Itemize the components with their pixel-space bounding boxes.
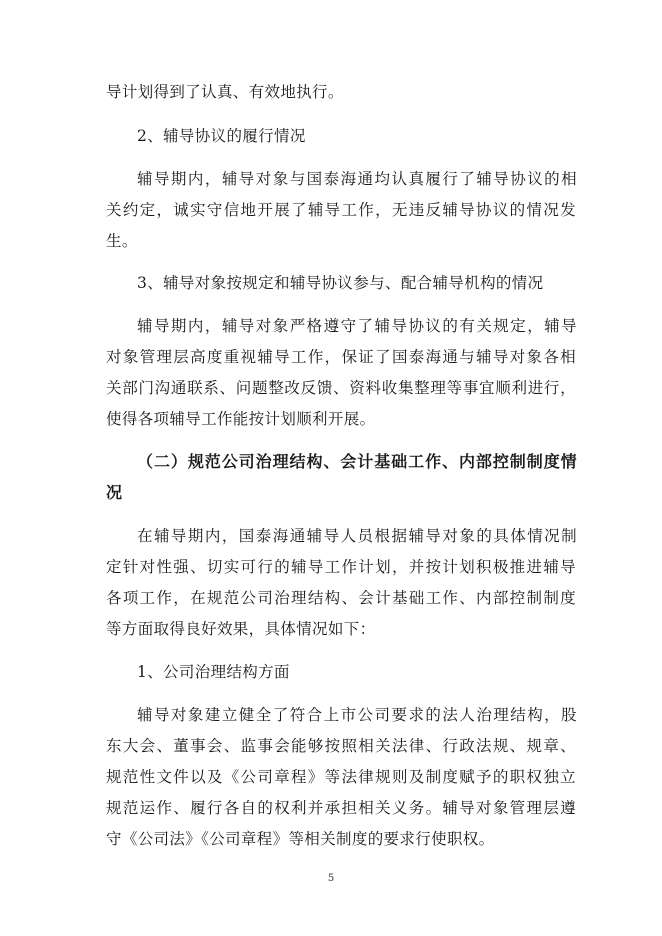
paragraph-line: 关约定，诚实守信地开展了辅导工作，无违反辅导协议的情况发 [106, 201, 576, 219]
paragraph-line: 等方面取得良好效果，具体情况如下： [106, 620, 376, 638]
paragraph-line: 东大会、董事会、监事会能够按照相关法律、行政法规、规章、 [106, 737, 576, 755]
page-number: 5 [327, 873, 335, 884]
paragraph-line: 对象管理层高度重视辅导工作，保证了国泰海通与辅导对象各相 [106, 348, 576, 366]
paragraph-line: 在辅导期内，国泰海通辅导人员根据辅导对象的具体情况制 [137, 527, 577, 545]
paragraph-continuation: 导计划得到了认真、有效地执行。 [106, 83, 344, 101]
section-heading: （二）规范公司治理结构、会计基础工作、内部控制制度情 [137, 452, 577, 471]
paragraph-line: 辅导对象建立健全了符合上市公司要求的法人治理结构，股 [137, 706, 577, 724]
paragraph-line: 定针对性强、切实可行的辅导工作计划，并按计划积极推进辅导 [106, 558, 576, 576]
subsection-heading-3: 3、辅导对象按规定和辅导协议参与、配合辅导机构的情况 [137, 274, 544, 292]
subsection-heading-2: 2、辅导协议的履行情况 [137, 127, 306, 145]
paragraph-line: 规范运作、履行各自的权利并承担相关义务。辅导对象管理层遵 [106, 799, 576, 817]
paragraph-line: 规范性文件以及《公司章程》等法律规则及制度赋予的职权独立 [106, 768, 576, 786]
paragraph-line: 守《公司法》《公司章程》等相关制度的要求行使职权。 [106, 830, 495, 848]
section-heading: 况 [106, 483, 123, 502]
paragraph-line: 使得各项辅导工作能按计划顺利开展。 [106, 410, 376, 428]
subsection-heading-1: 1、公司治理结构方面 [137, 663, 290, 681]
paragraph-line: 辅导期内，辅导对象严格遵守了辅导协议的有关规定，辅导 [137, 317, 577, 335]
paragraph-line: 关部门沟通联系、问题整改反馈、资料收集整理等事宜顺利进行， [106, 379, 576, 397]
paragraph-line: 生。 [106, 232, 138, 250]
paragraph-line: 辅导期内，辅导对象与国泰海通均认真履行了辅导协议的相 [137, 170, 577, 188]
paragraph-line: 各项工作，在规范公司治理结构、会计基础工作、内部控制制度 [106, 589, 576, 607]
